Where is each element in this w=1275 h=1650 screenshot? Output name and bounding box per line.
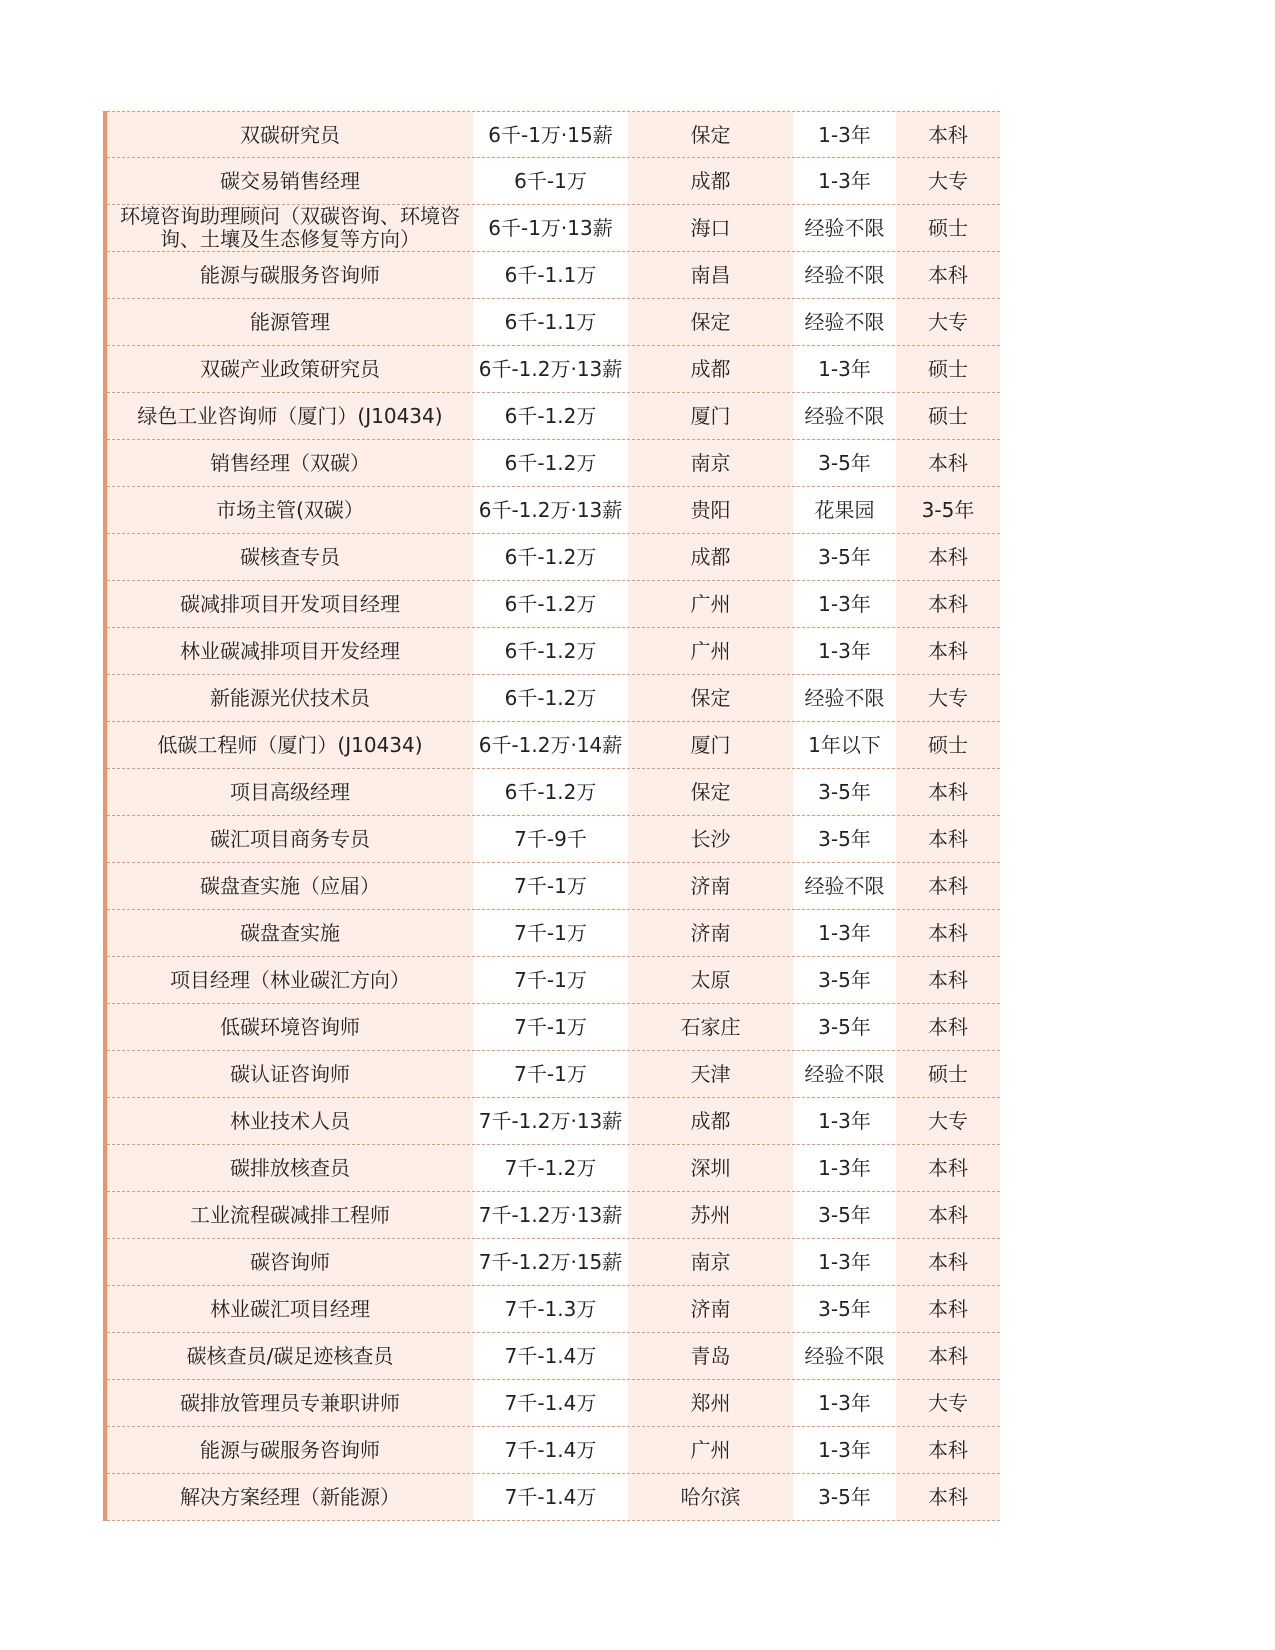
experience-cell: 1-3年 — [793, 1427, 896, 1473]
city-cell: 成都 — [628, 346, 793, 392]
salary-cell: 6千-1.2万 — [473, 769, 628, 815]
experience-cell: 3-5年 — [793, 816, 896, 862]
education-cell: 硕士 — [896, 1051, 1000, 1097]
education-cell: 本科 — [896, 252, 1000, 298]
job-title-cell: 项目经理（林业碳汇方向） — [107, 957, 473, 1003]
salary-cell: 7千-1.4万 — [473, 1474, 628, 1520]
salary-cell: 7千-1.3万 — [473, 1286, 628, 1332]
job-title-cell: 双碳研究员 — [107, 112, 473, 157]
experience-cell: 经验不限 — [793, 863, 896, 909]
experience-cell: 经验不限 — [793, 393, 896, 439]
city-cell: 济南 — [628, 910, 793, 956]
salary-cell: 7千-1万 — [473, 1051, 628, 1097]
table-row — [107, 1239, 1000, 1286]
salary-cell: 6千-1.2万·14薪 — [473, 722, 628, 768]
table-row — [107, 346, 1000, 393]
salary-cell: 7千-1.2万·15薪 — [473, 1239, 628, 1285]
education-cell: 3-5年 — [896, 487, 1000, 533]
table-row — [107, 1380, 1000, 1427]
experience-cell: 3-5年 — [793, 1004, 896, 1050]
education-cell: 本科 — [896, 816, 1000, 862]
salary-cell: 7千-9千 — [473, 816, 628, 862]
experience-cell: 1-3年 — [793, 112, 896, 157]
job-title-cell: 解决方案经理（新能源） — [107, 1474, 473, 1520]
experience-cell: 1-3年 — [793, 1380, 896, 1426]
education-cell: 大专 — [896, 299, 1000, 345]
salary-cell: 6千-1.1万 — [473, 252, 628, 298]
table-row — [107, 440, 1000, 487]
experience-cell: 花果园 — [793, 487, 896, 533]
table-row — [107, 1286, 1000, 1333]
education-cell: 本科 — [896, 1192, 1000, 1238]
city-cell: 广州 — [628, 581, 793, 627]
city-cell: 太原 — [628, 957, 793, 1003]
salary-cell: 7千-1.2万·13薪 — [473, 1098, 628, 1144]
table-row — [107, 1145, 1000, 1192]
education-cell: 大专 — [896, 1380, 1000, 1426]
salary-cell: 6千-1.2万 — [473, 534, 628, 580]
experience-cell: 3-5年 — [793, 957, 896, 1003]
experience-cell: 经验不限 — [793, 252, 896, 298]
table-row — [107, 628, 1000, 675]
experience-cell: 1-3年 — [793, 346, 896, 392]
experience-cell: 1-3年 — [793, 628, 896, 674]
city-cell: 厦门 — [628, 722, 793, 768]
table-row — [107, 863, 1000, 910]
city-cell: 深圳 — [628, 1145, 793, 1191]
table-row — [107, 816, 1000, 863]
city-cell: 石家庄 — [628, 1004, 793, 1050]
job-title-cell: 能源与碳服务咨询师 — [107, 252, 473, 298]
job-title-cell: 低碳工程师（厦门）(J10434) — [107, 722, 473, 768]
job-title-cell: 碳盘查实施 — [107, 910, 473, 956]
table-row — [107, 1333, 1000, 1380]
job-title-cell: 碳排放管理员专兼职讲师 — [107, 1380, 473, 1426]
table-row — [107, 111, 1000, 158]
experience-cell: 1-3年 — [793, 910, 896, 956]
salary-cell: 7千-1.4万 — [473, 1380, 628, 1426]
salary-cell: 6千-1.2万 — [473, 393, 628, 439]
salary-cell: 6千-1.2万·13薪 — [473, 346, 628, 392]
city-cell: 南京 — [628, 1239, 793, 1285]
job-title-cell: 市场主管(双碳） — [107, 487, 473, 533]
education-cell: 硕士 — [896, 393, 1000, 439]
city-cell: 保定 — [628, 769, 793, 815]
education-cell: 本科 — [896, 628, 1000, 674]
city-cell: 成都 — [628, 1098, 793, 1144]
job-title-cell: 能源管理 — [107, 299, 473, 345]
job-title-cell: 碳交易销售经理 — [107, 158, 473, 204]
city-cell: 贵阳 — [628, 487, 793, 533]
experience-cell: 经验不限 — [793, 675, 896, 721]
job-title-cell: 碳排放核查员 — [107, 1145, 473, 1191]
salary-cell: 7千-1万 — [473, 863, 628, 909]
salary-cell: 7千-1.4万 — [473, 1427, 628, 1473]
job-title-cell: 碳认证咨询师 — [107, 1051, 473, 1097]
table-row — [107, 1098, 1000, 1145]
table-row — [107, 722, 1000, 769]
city-cell: 保定 — [628, 112, 793, 157]
experience-cell: 经验不限 — [793, 205, 896, 251]
salary-cell: 6千-1.2万·13薪 — [473, 487, 628, 533]
city-cell: 济南 — [628, 863, 793, 909]
city-cell: 海口 — [628, 205, 793, 251]
education-cell: 本科 — [896, 863, 1000, 909]
table-row — [107, 158, 1000, 205]
experience-cell: 经验不限 — [793, 1051, 896, 1097]
experience-cell: 3-5年 — [793, 1474, 896, 1520]
education-cell: 本科 — [896, 581, 1000, 627]
experience-cell: 1-3年 — [793, 581, 896, 627]
salary-cell: 6千-1.2万 — [473, 675, 628, 721]
table-row — [107, 205, 1000, 252]
job-title-cell: 低碳环境咨询师 — [107, 1004, 473, 1050]
job-title-cell: 销售经理（双碳） — [107, 440, 473, 486]
experience-cell: 3-5年 — [793, 769, 896, 815]
experience-cell: 1-3年 — [793, 158, 896, 204]
experience-cell: 经验不限 — [793, 299, 896, 345]
job-title-cell: 环境咨询助理顾问（双碳咨询、环境咨询、土壤及生态修复等方向） — [107, 205, 473, 251]
education-cell: 硕士 — [896, 722, 1000, 768]
experience-cell: 1-3年 — [793, 1145, 896, 1191]
experience-cell: 3-5年 — [793, 440, 896, 486]
city-cell: 保定 — [628, 299, 793, 345]
job-title-cell: 林业碳减排项目开发经理 — [107, 628, 473, 674]
job-title-cell: 工业流程碳减排工程师 — [107, 1192, 473, 1238]
education-cell: 本科 — [896, 1333, 1000, 1379]
table-row — [107, 581, 1000, 628]
education-cell: 本科 — [896, 1004, 1000, 1050]
table-row — [107, 1192, 1000, 1239]
table-row — [107, 675, 1000, 722]
table-row — [107, 1474, 1000, 1521]
education-cell: 硕士 — [896, 205, 1000, 251]
job-title-cell: 碳盘查实施（应届） — [107, 863, 473, 909]
city-cell: 济南 — [628, 1286, 793, 1332]
job-title-cell: 碳咨询师 — [107, 1239, 473, 1285]
city-cell: 保定 — [628, 675, 793, 721]
salary-cell: 7千-1.2万·13薪 — [473, 1192, 628, 1238]
job-title-cell: 碳核查专员 — [107, 534, 473, 580]
salary-cell: 7千-1万 — [473, 910, 628, 956]
city-cell: 苏州 — [628, 1192, 793, 1238]
table-row — [107, 957, 1000, 1004]
job-title-cell: 林业碳汇项目经理 — [107, 1286, 473, 1332]
job-title-cell: 碳减排项目开发项目经理 — [107, 581, 473, 627]
salary-cell: 7千-1万 — [473, 1004, 628, 1050]
experience-cell: 1-3年 — [793, 1239, 896, 1285]
education-cell: 大专 — [896, 158, 1000, 204]
experience-cell: 经验不限 — [793, 1333, 896, 1379]
job-title-cell: 双碳产业政策研究员 — [107, 346, 473, 392]
education-cell: 大专 — [896, 1098, 1000, 1144]
salary-cell: 7千-1.2万 — [473, 1145, 628, 1191]
salary-cell: 7千-1万 — [473, 957, 628, 1003]
experience-cell: 3-5年 — [793, 534, 896, 580]
table-row — [107, 393, 1000, 440]
city-cell: 天津 — [628, 1051, 793, 1097]
education-cell: 本科 — [896, 1474, 1000, 1520]
job-title-cell: 碳汇项目商务专员 — [107, 816, 473, 862]
table-row — [107, 534, 1000, 581]
education-cell: 本科 — [896, 112, 1000, 157]
education-cell: 本科 — [896, 1145, 1000, 1191]
salary-cell: 6千-1万·15薪 — [473, 112, 628, 157]
education-cell: 本科 — [896, 534, 1000, 580]
table-row — [107, 487, 1000, 534]
city-cell: 广州 — [628, 1427, 793, 1473]
job-title-cell: 林业技术人员 — [107, 1098, 473, 1144]
salary-cell: 6千-1.2万 — [473, 628, 628, 674]
city-cell: 青岛 — [628, 1333, 793, 1379]
city-cell: 厦门 — [628, 393, 793, 439]
salary-cell: 6千-1万·13薪 — [473, 205, 628, 251]
education-cell: 本科 — [896, 1239, 1000, 1285]
education-cell: 硕士 — [896, 346, 1000, 392]
table-row — [107, 299, 1000, 346]
salary-cell: 6千-1.2万 — [473, 440, 628, 486]
job-title-cell: 碳核查员/碳足迹核查员 — [107, 1333, 473, 1379]
city-cell: 郑州 — [628, 1380, 793, 1426]
job-listing-table — [103, 111, 1000, 1521]
city-cell: 广州 — [628, 628, 793, 674]
experience-cell: 1年以下 — [793, 722, 896, 768]
table-row — [107, 1051, 1000, 1098]
education-cell: 大专 — [896, 675, 1000, 721]
salary-cell: 6千-1万 — [473, 158, 628, 204]
table-row — [107, 1004, 1000, 1051]
education-cell: 本科 — [896, 957, 1000, 1003]
table-row — [107, 1427, 1000, 1474]
city-cell: 长沙 — [628, 816, 793, 862]
table-row — [107, 769, 1000, 816]
job-title-cell: 新能源光伏技术员 — [107, 675, 473, 721]
education-cell: 本科 — [896, 1286, 1000, 1332]
experience-cell: 3-5年 — [793, 1192, 896, 1238]
job-title-cell: 能源与碳服务咨询师 — [107, 1427, 473, 1473]
salary-cell: 7千-1.4万 — [473, 1333, 628, 1379]
education-cell: 本科 — [896, 769, 1000, 815]
table-row — [107, 252, 1000, 299]
city-cell: 南昌 — [628, 252, 793, 298]
salary-cell: 6千-1.1万 — [473, 299, 628, 345]
job-title-cell: 项目高级经理 — [107, 769, 473, 815]
job-title-cell: 绿色工业咨询师（厦门）(J10434) — [107, 393, 473, 439]
education-cell: 本科 — [896, 440, 1000, 486]
city-cell: 南京 — [628, 440, 793, 486]
experience-cell: 1-3年 — [793, 1098, 896, 1144]
education-cell: 本科 — [896, 910, 1000, 956]
salary-cell: 6千-1.2万 — [473, 581, 628, 627]
city-cell: 哈尔滨 — [628, 1474, 793, 1520]
table-row — [107, 910, 1000, 957]
city-cell: 成都 — [628, 158, 793, 204]
experience-cell: 3-5年 — [793, 1286, 896, 1332]
city-cell: 成都 — [628, 534, 793, 580]
education-cell: 本科 — [896, 1427, 1000, 1473]
